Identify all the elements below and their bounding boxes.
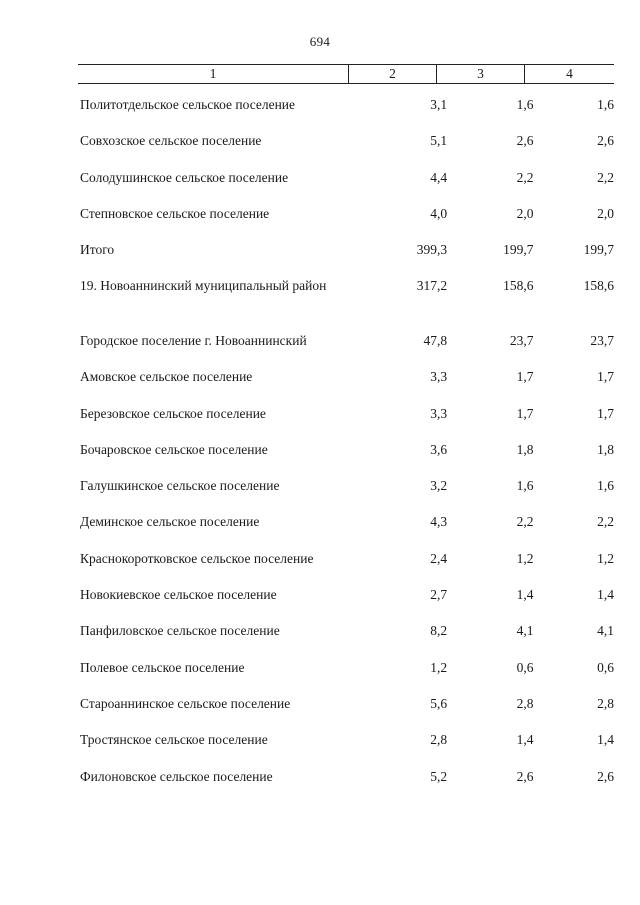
row-value-col-3: 2,2 xyxy=(516,169,534,185)
row-name: Солодушинское сельское поселение xyxy=(80,169,289,185)
row-value-col-3: 199,7 xyxy=(503,242,534,258)
table-row xyxy=(78,550,614,586)
table-row xyxy=(78,586,614,622)
row-value-col-3: 0,6 xyxy=(516,659,534,675)
table-row xyxy=(78,332,614,368)
table-row xyxy=(78,768,614,804)
row-value-col-3: 2,2 xyxy=(516,514,534,530)
table-header xyxy=(78,64,614,84)
row-value-col-2: 3,3 xyxy=(430,369,448,385)
row-value-col-2: 5,6 xyxy=(430,695,448,711)
table-row xyxy=(78,695,614,731)
row-value-col-2: 2,8 xyxy=(430,732,448,748)
row-name: Староаннинское сельское поселение xyxy=(80,695,291,711)
row-value-col-3: 1,4 xyxy=(516,732,534,748)
row-value-col-3: 2,6 xyxy=(516,133,534,149)
page-number: 694 xyxy=(309,34,331,49)
table-row-district xyxy=(78,277,614,332)
table-row xyxy=(78,622,614,658)
row-name: Политотдельское сельское поселение xyxy=(80,97,296,112)
row-value-col-2: 5,1 xyxy=(430,133,448,149)
row-value-col-4: 199,7 xyxy=(583,242,614,258)
row-value-col-2: 4,3 xyxy=(430,514,448,530)
header-col-2: 2 xyxy=(348,65,436,83)
row-value-col-2: 5,2 xyxy=(430,768,448,784)
row-name: Городское поселение г. Новоаннинский xyxy=(80,332,307,348)
row-value-col-4: 0,6 xyxy=(597,659,614,675)
row-name: Бочаровское сельское поселение xyxy=(80,441,268,457)
row-value-col-3: 2,0 xyxy=(516,205,534,221)
table-row xyxy=(78,368,614,404)
row-value-col-2: 399,3 xyxy=(416,242,448,258)
table-row xyxy=(78,513,614,549)
header-col-1: 1 xyxy=(209,66,217,81)
row-value-col-4: 1,8 xyxy=(597,441,614,457)
row-value-col-4: 1,2 xyxy=(597,550,614,566)
row-name: Деминское сельское поселение xyxy=(80,514,260,530)
row-value-col-2: 4,0 xyxy=(430,205,448,221)
row-value-col-3: 1,7 xyxy=(516,369,534,385)
table-row xyxy=(78,477,614,513)
row-name: Тростянское сельское поселение xyxy=(80,732,268,748)
row-name: Итого xyxy=(80,242,115,258)
row-name: Совхозское сельское поселение xyxy=(80,133,262,149)
row-name: Краснокоротковское сельское поселение xyxy=(80,550,314,566)
row-value-col-3: 1,2 xyxy=(516,550,534,566)
table-row xyxy=(78,405,614,441)
row-name: Березовское сельское поселение xyxy=(80,405,266,421)
table-row xyxy=(78,169,614,205)
row-value-col-4: 1,6 xyxy=(597,97,614,112)
row-value-col-3: 1,6 xyxy=(516,97,534,112)
row-name: 19. Новоаннинский муниципальный район xyxy=(80,278,327,294)
row-name: Полевое сельское поселение xyxy=(80,659,245,675)
row-value-col-4: 1,7 xyxy=(597,405,614,421)
row-value-col-2: 317,2 xyxy=(416,278,448,294)
row-value-col-4: 4,1 xyxy=(597,623,614,639)
table-row xyxy=(78,659,614,695)
row-value-col-3: 1,7 xyxy=(516,405,534,421)
row-value-col-2: 1,2 xyxy=(430,659,448,675)
table-row xyxy=(78,132,614,168)
row-value-col-4: 158,6 xyxy=(583,278,614,294)
row-value-col-3: 1,4 xyxy=(516,587,534,603)
row-value-col-4: 1,7 xyxy=(597,369,614,385)
row-value-col-4: 1,6 xyxy=(597,478,614,494)
row-value-col-4: 2,8 xyxy=(597,695,614,711)
row-value-col-3: 2,8 xyxy=(516,695,534,711)
row-value-col-2: 47,8 xyxy=(423,332,448,348)
row-name: Панфиловское сельское поселение xyxy=(80,623,280,639)
row-value-col-4: 2,6 xyxy=(597,768,614,784)
row-value-col-2: 4,4 xyxy=(430,169,448,185)
table-row xyxy=(78,441,614,477)
header-col-3: 3 xyxy=(436,65,524,83)
row-value-col-4: 2,6 xyxy=(597,133,614,149)
row-value-col-3: 158,6 xyxy=(503,278,534,294)
row-value-col-2: 3,1 xyxy=(430,97,448,112)
row-value-col-4: 2,2 xyxy=(597,514,614,530)
row-value-col-2: 2,7 xyxy=(430,587,448,603)
row-name: Галушкинское сельское поселение xyxy=(80,478,280,494)
table-row-total xyxy=(78,241,614,277)
row-value-col-4: 1,4 xyxy=(597,732,614,748)
row-name: Амовское сельское поселение xyxy=(80,369,253,385)
row-value-col-3: 2,6 xyxy=(516,768,534,784)
table-row xyxy=(78,205,614,241)
row-value-col-2: 3,6 xyxy=(430,441,448,457)
table-row xyxy=(78,96,614,132)
header-col-4: 4 xyxy=(524,65,614,83)
row-value-col-3: 4,1 xyxy=(516,623,534,639)
row-value-col-4: 2,0 xyxy=(597,205,614,221)
row-value-col-4: 2,2 xyxy=(597,169,614,185)
row-value-col-3: 1,6 xyxy=(516,478,534,494)
row-value-col-2: 2,4 xyxy=(430,550,448,566)
row-name: Филоновское сельское поселение xyxy=(80,768,273,784)
row-name: Новокиевское сельское поселение xyxy=(80,587,277,603)
row-value-col-2: 3,3 xyxy=(430,405,448,421)
row-value-col-2: 3,2 xyxy=(430,478,448,494)
row-value-col-4: 1,4 xyxy=(597,587,614,603)
row-name: Степновское сельское поселение xyxy=(80,205,270,221)
row-value-col-4: 23,7 xyxy=(590,332,614,348)
row-value-col-3: 1,8 xyxy=(516,441,534,457)
row-value-col-2: 8,2 xyxy=(430,623,448,639)
table-body xyxy=(78,96,614,804)
row-value-col-3: 23,7 xyxy=(509,332,534,348)
table-row xyxy=(78,731,614,767)
